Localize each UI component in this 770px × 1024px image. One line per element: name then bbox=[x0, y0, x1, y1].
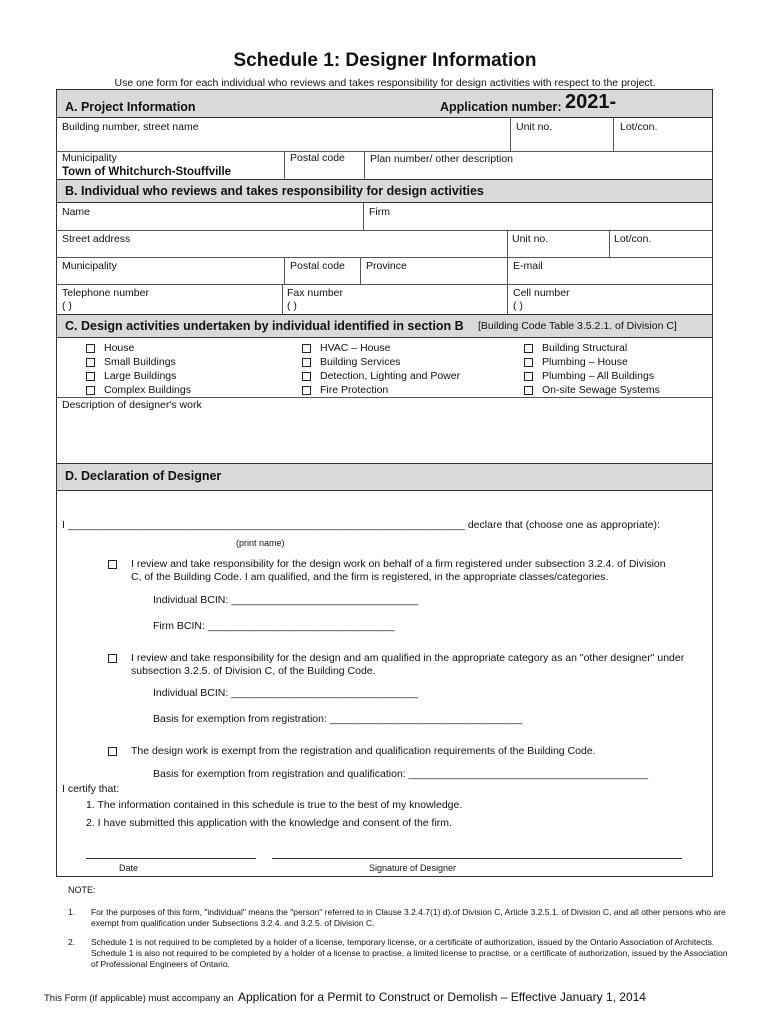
checkbox-small-buildings[interactable] bbox=[86, 355, 191, 369]
b-municipality-field-label: Municipality bbox=[62, 260, 117, 272]
certify-heading: I certify that: bbox=[62, 783, 120, 795]
application-number-label: Application number: bbox=[440, 100, 562, 114]
fax-parens: ( ) bbox=[287, 300, 297, 312]
checkbox-label: On-site Sewage Systems bbox=[542, 384, 660, 396]
checkbox-icon bbox=[108, 747, 117, 756]
cell-field-label: Cell number bbox=[513, 287, 570, 299]
cell-parens: ( ) bbox=[513, 300, 523, 312]
b-lot-field-label: Lot/con. bbox=[614, 233, 652, 245]
divider bbox=[507, 230, 508, 257]
plan-field-label: Plan number/ other description bbox=[370, 153, 513, 165]
divider bbox=[363, 203, 364, 230]
name-field-label: Name bbox=[62, 206, 91, 218]
checkbox-detection-lighting-power[interactable] bbox=[302, 369, 460, 383]
checkbox-icon bbox=[524, 386, 533, 395]
unit-field-label: Unit no. bbox=[516, 121, 553, 133]
checkbox-icon bbox=[302, 386, 311, 395]
application-number-value: 2021- bbox=[565, 91, 617, 113]
checkbox-house[interactable] bbox=[86, 341, 191, 355]
municipality-field-label: Municipality bbox=[62, 152, 117, 164]
checkbox-icon bbox=[86, 358, 95, 367]
note-1-text: For the purposes of this form, "individual" means the "person" referred to in Clause 3.2.4.7(1) d).of Division C, Article 3.2.5.1. of Division C, and all other persons who are exempt from qualification under Subsections 3.2.4. and 3.2.5. of Division C. bbox=[91, 907, 726, 928]
checkbox-hvac-house[interactable] bbox=[302, 341, 460, 355]
exemption-qualification-line[interactable]: Basis for exemption from registration and qualification: _________________________________________ bbox=[153, 768, 649, 780]
checkbox-building-services[interactable] bbox=[302, 355, 460, 369]
signature-line[interactable] bbox=[272, 858, 682, 859]
checkbox-label: HVAC – House bbox=[320, 342, 391, 354]
divider bbox=[507, 257, 508, 314]
section-c-title: C. Design activities undertaken by individual identified in section B bbox=[65, 319, 464, 333]
option-1[interactable] bbox=[108, 558, 668, 584]
activity-column-3 bbox=[524, 341, 660, 397]
telephone-parens: ( ) bbox=[62, 300, 72, 312]
note-heading: NOTE: bbox=[68, 885, 96, 895]
divider bbox=[609, 230, 610, 257]
divider bbox=[360, 257, 361, 284]
section-d-title: D. Declaration of Designer bbox=[65, 469, 222, 483]
firm-bcin-line[interactable]: Firm BCIN: ________________________________ bbox=[153, 620, 395, 632]
checkbox-complex-buildings[interactable] bbox=[86, 383, 191, 397]
individual-bcin-line-2[interactable]: Individual BCIN: ________________________________ bbox=[153, 687, 419, 699]
divider bbox=[284, 151, 285, 179]
note-2-text: Schedule 1 is not required to be completed by a holder of a license, temporary license, or a certificate of authorization, issued by the Ontario Association of Architects. Schedule 1 is also not required to be completed by a holder of a license to practise, a limited license to practise, or a certificate of authorization, issued by the Association of Professional Engineers of Ontario. bbox=[91, 937, 728, 969]
checkbox-plumbing-house[interactable] bbox=[524, 355, 660, 369]
checkbox-icon bbox=[302, 358, 311, 367]
date-line[interactable] bbox=[86, 858, 256, 859]
checkbox-label: Complex Buildings bbox=[104, 384, 191, 396]
print-name-caption: (print name) bbox=[236, 538, 285, 548]
checkbox-fire-protection[interactable] bbox=[302, 383, 460, 397]
checkbox-icon bbox=[524, 358, 533, 367]
checkbox-icon bbox=[524, 344, 533, 353]
option-2-text: I review and take responsibility for the design and am qualified in the appropriate category as an "other designer" under subsection 3.2.5. of Division C, of the Building Code. bbox=[131, 652, 685, 677]
checkbox-large-buildings[interactable] bbox=[86, 369, 191, 383]
firm-field-label: Firm bbox=[369, 206, 390, 218]
divider bbox=[282, 284, 283, 314]
checkbox-plumbing-all-buildings[interactable] bbox=[524, 369, 660, 383]
divider bbox=[56, 230, 713, 231]
checkbox-label: Detection, Lighting and Power bbox=[320, 370, 461, 382]
checkbox-icon bbox=[86, 372, 95, 381]
date-caption: Date bbox=[119, 863, 139, 873]
option-3[interactable] bbox=[108, 745, 698, 758]
checkbox-onsite-sewage[interactable] bbox=[524, 383, 660, 397]
street-field-label: Street address bbox=[62, 233, 131, 245]
section-d-header bbox=[56, 463, 713, 491]
note-2-number: 2. bbox=[68, 937, 76, 947]
individual-bcin-line-1[interactable]: Individual BCIN: ________________________________ bbox=[153, 594, 419, 606]
checkbox-label: Large Buildings bbox=[104, 370, 177, 382]
fax-field-label: Fax number bbox=[287, 287, 344, 299]
checkbox-label: Plumbing – House bbox=[542, 356, 628, 368]
telephone-field-label: Telephone number bbox=[62, 287, 149, 299]
checkbox-label: Plumbing – All Buildings bbox=[542, 370, 655, 382]
checkbox-building-structural[interactable] bbox=[524, 341, 660, 355]
municipality-value[interactable]: Town of Whitchurch-Stouffville bbox=[62, 166, 232, 178]
divider bbox=[364, 151, 365, 179]
checkbox-label: Building Services bbox=[320, 356, 401, 368]
certify-item-1: 1. The information contained in this schedule is true to the best of my knowledge. bbox=[86, 799, 463, 811]
lot-field-label: Lot/con. bbox=[620, 121, 658, 133]
email-field-label: E-mail bbox=[513, 260, 543, 272]
checkbox-label: Fire Protection bbox=[320, 384, 389, 396]
page-title: Schedule 1: Designer Information bbox=[233, 50, 537, 71]
divider bbox=[613, 118, 614, 151]
building-field-label: Building number, street name bbox=[62, 121, 199, 133]
exemption-basis-line[interactable]: Basis for exemption from registration: _________________________________ bbox=[153, 713, 523, 725]
option-1-text: I review and take responsibility for the design work on behalf of a firm registered under subsection 3.2.4. of Division C, of the Building Code. I am qualified, and the firm is registered, in the appropriate classes/categories. bbox=[131, 558, 666, 583]
divider bbox=[284, 257, 285, 284]
checkbox-icon bbox=[108, 654, 117, 663]
postal-field-label: Postal code bbox=[290, 152, 345, 164]
option-2[interactable] bbox=[108, 652, 698, 678]
section-b-title: B. Individual who reviews and takes responsibility for design activities bbox=[65, 184, 484, 198]
divider bbox=[56, 257, 713, 258]
checkbox-icon bbox=[302, 372, 311, 381]
section-c-header bbox=[56, 314, 713, 338]
province-field-label: Province bbox=[366, 260, 407, 272]
section-a-title: A. Project Information bbox=[65, 100, 196, 114]
b-postal-field-label: Postal code bbox=[290, 260, 345, 272]
checkbox-label: House bbox=[104, 342, 135, 354]
note-1-number: 1. bbox=[68, 907, 76, 917]
page-subtitle: Use one form for each individual who reviews and takes responsibility for design activities with respect to the project. bbox=[114, 77, 656, 89]
checkbox-icon bbox=[524, 372, 533, 381]
activity-column-2 bbox=[302, 341, 460, 397]
footer-small-text: This Form (if applicable) must accompany an bbox=[44, 993, 234, 1004]
description-field-label: Description of designer's work bbox=[62, 399, 202, 411]
checkbox-label: Small Buildings bbox=[104, 356, 176, 368]
footer-large-text: Application for a Permit to Construct or Demolish – Effective January 1, 2014 bbox=[238, 990, 646, 1004]
divider bbox=[56, 397, 713, 398]
declaration-name-line[interactable]: I ____________________________________________________________________ declare that (choose one as appropriate): bbox=[62, 519, 660, 531]
divider bbox=[56, 151, 713, 152]
section-a-header bbox=[56, 89, 713, 118]
section-b-header bbox=[56, 179, 713, 203]
section-c-reference: [Building Code Table 3.5.2.1. of Division C] bbox=[478, 320, 677, 332]
checkbox-icon bbox=[108, 560, 117, 569]
b-unit-field-label: Unit no. bbox=[512, 233, 549, 245]
certify-item-2: 2. I have submitted this application with the knowledge and consent of the firm. bbox=[86, 817, 452, 829]
checkbox-label: Building Structural bbox=[542, 342, 628, 354]
signature-caption: Signature of Designer bbox=[369, 863, 457, 873]
checkbox-icon bbox=[86, 386, 95, 395]
option-3-text: The design work is exempt from the registration and qualification requirements of the Building Code. bbox=[131, 745, 596, 757]
checkbox-icon bbox=[302, 344, 311, 353]
activity-column-1 bbox=[86, 341, 191, 397]
checkbox-icon bbox=[86, 344, 95, 353]
page-footer bbox=[44, 988, 646, 1006]
divider bbox=[56, 284, 713, 285]
divider bbox=[510, 118, 511, 151]
